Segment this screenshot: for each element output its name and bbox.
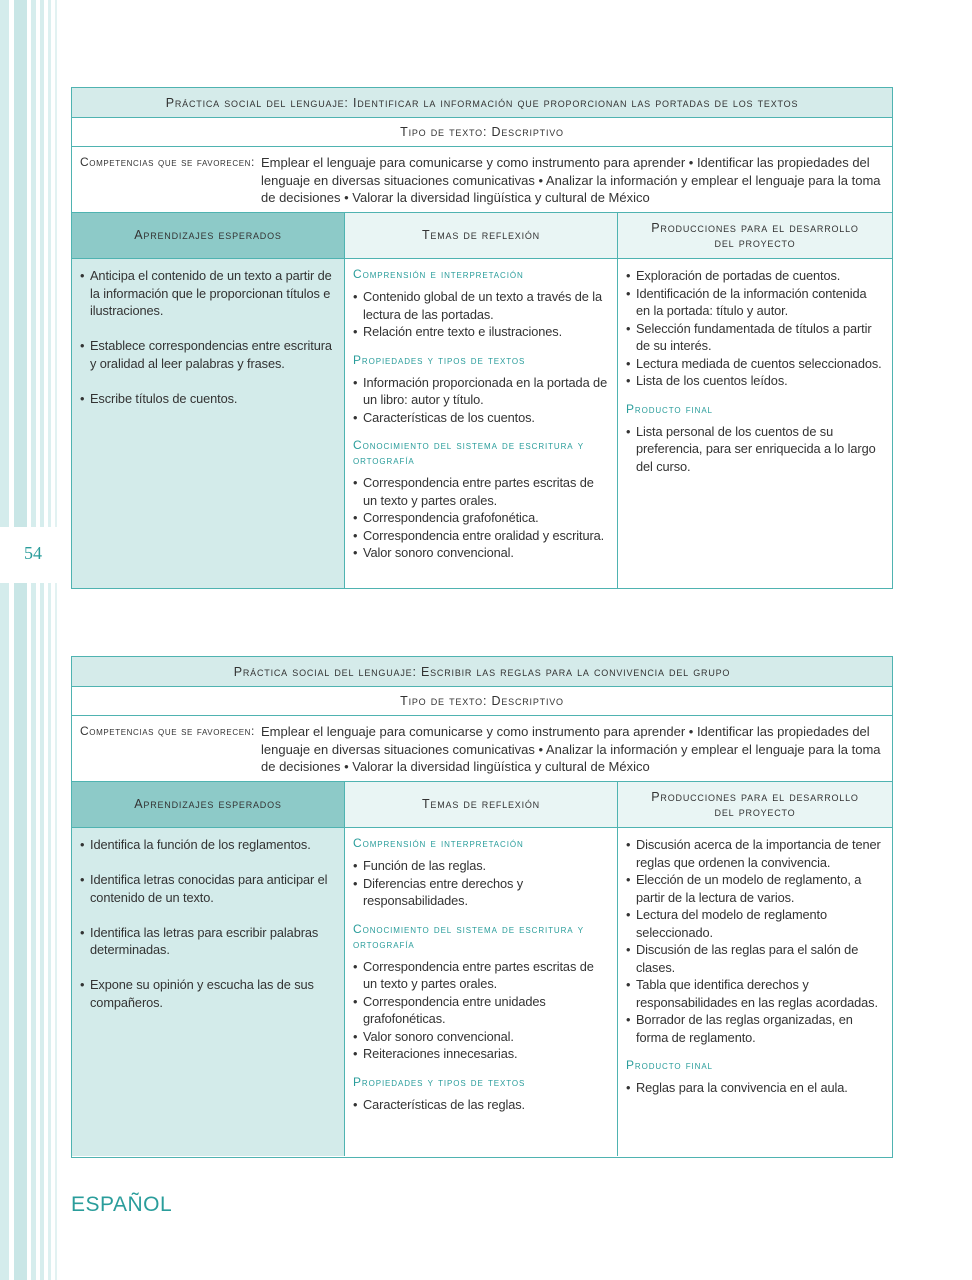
list-item: • Tabla que identifica derechos y responsabilidades en las reglas acordadas. [626, 976, 884, 1011]
temas-section [353, 438, 609, 562]
producto-final-section [626, 402, 884, 476]
list-item: • Correspondencia grafofonética. [353, 509, 609, 527]
competencias-label: Competencias que se favorecen: [80, 724, 255, 738]
section-heading: Propiedades y tipos de textos [353, 352, 526, 367]
competencias-text: Emplear el lenguaje para comunicarse y como instrumento para aprender • Identificar las propiedades del lenguaje en diversas situaciones comunicativas • Analizar la información y emplear el lenguaje para la toma de decisiones • Valorar la diversidad lingüística y cultural de México [261, 155, 881, 205]
list-item: • Exploración de portadas de cuentos. [626, 267, 884, 285]
list-item: • Contenido global de un texto a través de la lectura de las portadas. [353, 288, 609, 323]
temas-section [353, 922, 609, 1063]
list-item: • Identifica letras conocidas para anticipar el contenido de un texto. [80, 871, 336, 906]
section-heading: Comprensión e interpretación [353, 836, 524, 850]
temas-section [353, 836, 609, 910]
stripe [40, 0, 44, 1280]
header-producciones [618, 782, 892, 827]
list-item: • Borrador de las reglas organizadas, en forma de reglamento. [626, 1011, 884, 1046]
list-item: • Discusión acerca de la importancia de tener reglas que ordenen la convivencia. [626, 836, 884, 871]
header-producciones-label: Producciones para el desarrollo del proyecto [651, 789, 859, 819]
list-item: • Características de las reglas. [353, 1096, 609, 1114]
list-item: • Reglas para la convivencia en el aula. [626, 1079, 884, 1097]
list-item: • Relación entre texto e ilustraciones. [353, 323, 609, 341]
producto-final-section [626, 1058, 884, 1097]
producciones-cell [618, 259, 892, 588]
list-item: • Elección de un modelo de reglamento, a partir de la lectura de varios. [626, 871, 884, 906]
temas-section [353, 1075, 609, 1114]
list-item: • Información proporcionada en la portada de un libro: autor y título. [353, 374, 609, 409]
table-body [72, 828, 892, 1156]
header-producciones-label: Producciones para el desarrollo del proyecto [651, 220, 859, 250]
aprendizajes-cell [72, 259, 345, 588]
header-producciones [618, 213, 892, 258]
competencias-label: Competencias que se favorecen: [80, 155, 255, 169]
temas-cell [345, 828, 618, 1156]
section-heading: Comprensión e interpretación [353, 267, 524, 281]
producciones-section [626, 267, 884, 390]
page-number: 54 [24, 543, 42, 563]
aprendizajes-cell [72, 828, 345, 1156]
competencias-text: Emplear el lenguaje para comunicarse y como instrumento para aprender • Identificar las propiedades del lenguaje en diversas situaciones comunicativas • Analizar la información y emplear el lenguaje para la toma de decisiones • Valorar la diversidad lingüística y cultural de México [261, 724, 881, 774]
temas-section [353, 353, 609, 427]
producciones-section [626, 836, 884, 1046]
list-item: • Reiteraciones innecesarias. [353, 1045, 609, 1063]
producto-final-heading: Producto final [626, 401, 713, 416]
section-heading: Propiedades y tipos de textos [353, 1074, 526, 1089]
list-item: • Identifica las letras para escribir palabras determinadas. [80, 924, 336, 959]
decorative-stripes [0, 0, 60, 1280]
header-aprendizajes: Aprendizajes esperados [72, 213, 345, 258]
text-type: Tipo de texto: Descriptivo [72, 687, 892, 716]
table-title: Práctica social del lenguaje: Identificar la información que proporcionan las portadas de los textos [72, 88, 892, 118]
section-heading: Conocimiento del sistema de escritura y ortografía [353, 921, 584, 951]
list-item: • Discusión de las reglas para el salón de clases. [626, 941, 884, 976]
stripe [48, 0, 51, 1280]
list-item: • Identifica la función de los reglamentos. [80, 836, 336, 854]
stripe [55, 0, 57, 1280]
list-item: • Correspondencia entre oralidad y escritura. [353, 527, 609, 545]
competencias-row [72, 716, 892, 782]
list-item: • Anticipa el contenido de un texto a partir de la información que le proporcionan títulos e ilustraciones. [80, 267, 336, 320]
list-item: • Escribe títulos de cuentos. [80, 390, 336, 408]
temas-cell [345, 259, 618, 588]
table-body [72, 259, 892, 588]
stripe [14, 0, 27, 1280]
list-item: • Lectura mediada de cuentos seleccionados. [626, 355, 884, 373]
list-item: • Correspondencia entre unidades grafofonéticas. [353, 993, 609, 1028]
stripe [0, 0, 9, 1280]
section-heading: Conocimiento del sistema de escritura y ortografía [353, 438, 584, 467]
list-item: • Establece correspondencias entre escritura y oralidad al leer palabras y frases. [80, 337, 336, 372]
list-item: • Correspondencia entre partes escritas de un texto y partes orales. [353, 474, 609, 509]
list-item: • Correspondencia entre partes escritas de un texto y partes orales. [353, 958, 609, 993]
list-item: • Identificación de la información contenida en la portada: título y autor. [626, 285, 884, 320]
column-headers [72, 213, 892, 259]
table-title: Práctica social del lenguaje: Escribir las reglas para la convivencia del grupo [72, 657, 892, 687]
list-item: • Función de las reglas. [353, 857, 609, 875]
subject-title: ESPAÑOL [71, 1193, 173, 1216]
text-type: Tipo de texto: Descriptivo [72, 118, 892, 147]
producto-final-heading: Producto final [626, 1058, 713, 1072]
list-item: • Valor sonoro convencional. [353, 1028, 609, 1046]
list-item: • Diferencias entre derechos y responsabilidades. [353, 875, 609, 910]
temas-section [353, 267, 609, 341]
header-aprendizajes: Aprendizajes esperados [72, 782, 345, 827]
list-item: • Selección fundamentada de títulos a partir de su interés. [626, 320, 884, 355]
list-item: • Características de los cuentos. [353, 409, 609, 427]
header-temas: Temas de reflexión [345, 213, 618, 258]
stripe [31, 0, 36, 1280]
list-item: • Expone su opinión y escucha las de sus compañeros. [80, 976, 336, 1011]
list-item: • Lista de los cuentos leídos. [626, 372, 884, 390]
list-item: • Lista personal de los cuentos de su preferencia, para ser enriquecida a lo largo del curso. [626, 423, 884, 476]
producciones-cell [618, 828, 892, 1156]
column-headers [72, 782, 892, 828]
header-temas: Temas de reflexión [345, 782, 618, 827]
list-item: • Lectura del modelo de reglamento seleccionado. [626, 906, 884, 941]
curriculum-table-1 [71, 87, 893, 589]
competencias-row [72, 147, 892, 213]
list-item: • Valor sonoro convencional. [353, 544, 609, 562]
curriculum-table-2 [71, 656, 893, 1158]
